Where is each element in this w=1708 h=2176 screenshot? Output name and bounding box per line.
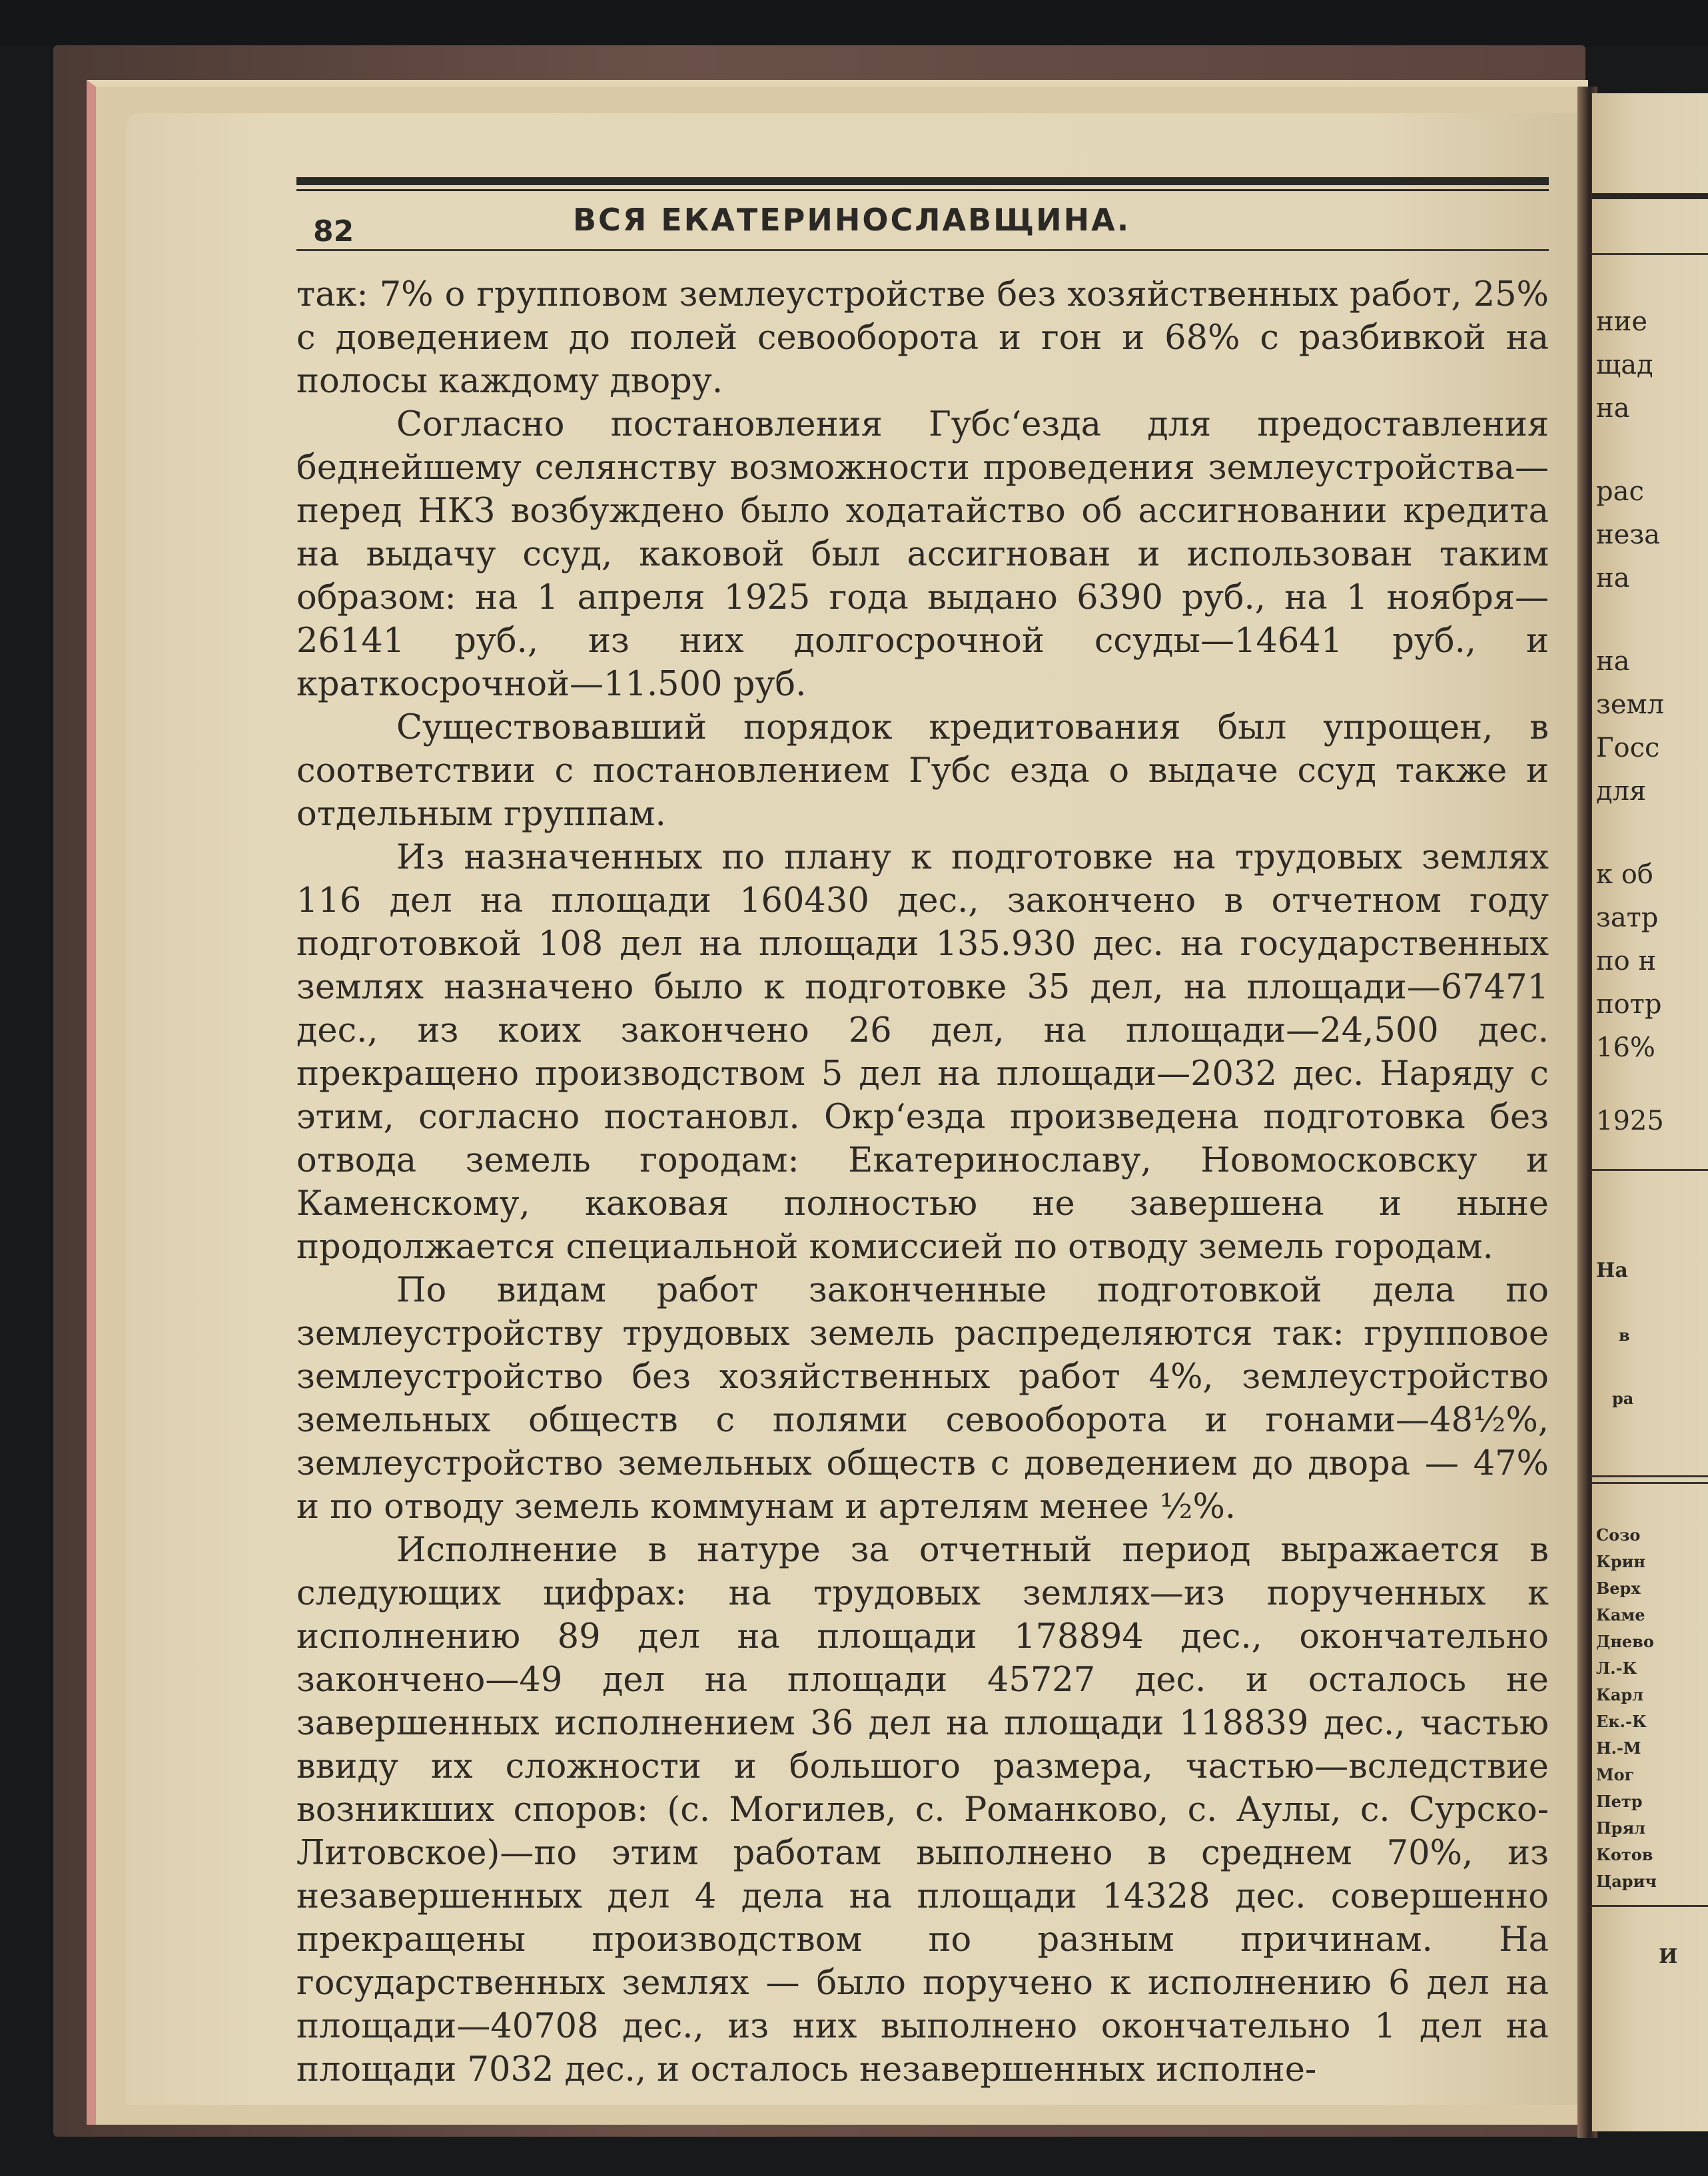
right-fragment: щад <box>1596 350 1653 380</box>
right-fragment: ра <box>1612 1389 1634 1408</box>
page-number: 82 <box>313 214 354 248</box>
right-fragment: 16% <box>1596 1032 1655 1063</box>
right-header-rule <box>1592 193 1708 199</box>
paragraph: Существовавший порядок кредитования был упрощен, в соответствии с постановлением Губс езда о выдаче ссуд также и отдельным группам. <box>296 708 1549 834</box>
paragraph: По видам работ законченные подготовкой дела по землеустройству трудовых земель распределяются так: групповое землеустройство без хозяйственных работ 4%, землеустройство земельных обществ с полями севооборота и гонами—48½%, землеустройство земельных обществ с доведением до двора — 47% и по отводу земель коммунам и артелям менее ½%. <box>296 1271 1549 1527</box>
right-fragment: к об <box>1596 859 1653 890</box>
right-fragment: на <box>1596 563 1630 593</box>
right-fragment: для <box>1596 776 1647 807</box>
running-title: ВСЯ ЕКАТЕРИНОСЛАВЩИНА. <box>573 202 1131 238</box>
right-fragment: Созо <box>1596 1525 1641 1545</box>
paragraph: Из назначенных по плану к подготовке на трудовых землях 116 дел на площади 160430 дес., закончено в отчетном году подготовкой 108 дел на площади 135.930 дес. на государственных землях назначено было к подготовке 35 дел, на площади—67471 дес., из коих закончено 26 дел, на площади—24,500 дес. прекращено производством 5 дел на площади—2032 дес. Наряду с этим, согласно постановл. Окр‘езда произведена подготовка без отвода земель городам: Екатеринославу, Новомосковску и Каменскому, каковая полностью не завершена и ныне продолжается специальной комиссией по отводу земель городам. <box>296 838 1549 1267</box>
right-fragment: затр <box>1596 903 1659 933</box>
right-fragment: в <box>1619 1325 1630 1345</box>
header-rule <box>296 177 1549 185</box>
paragraph: Исполнение в натуре за отчетный период выражается в следующих цифрах: на трудовых землях—из порученных к исполнению 89 дел на площади 178894 дес., окончательно закончено—49 дел на площади 45727 дес. и осталось не завершенных исполнением 36 дел на площади 118839 дес., частью ввиду их сложности и большого размера, частью—вследствие возникших споров: (с. Могилев, с. Романково, с. Аулы, с. Сурско-Литовское)—по этим работам выполнено в среднем 70%, из незавершенных дел 4 дела на площади 14328 дес. совершенно прекращены производством по разным причинам. На государственных землях — было поручено к исполнению 6 дел на площади—40708 дес., из них выполнено окончательно 1 дел на площади 7032 дес., и осталось незавершенных исполне- <box>296 1531 1549 2089</box>
right-rule <box>1592 1905 1708 1907</box>
right-fragment: И <box>1659 1945 1678 1968</box>
right-fragment: Петр <box>1596 1792 1643 1811</box>
right-fragment: на <box>1596 393 1630 424</box>
right-fragment: на <box>1596 646 1630 677</box>
right-page-edge <box>1592 93 1708 2131</box>
header-underline <box>296 249 1549 251</box>
right-fragment: Крин <box>1596 1552 1645 1571</box>
right-rule <box>1592 1169 1708 1171</box>
right-fragment: Мог <box>1596 1765 1635 1784</box>
right-fragment: Днево <box>1596 1632 1654 1651</box>
right-rule <box>1592 1475 1708 1477</box>
right-fragment: Н.-М <box>1596 1738 1641 1758</box>
right-fragment: Котов <box>1596 1845 1653 1864</box>
header-rule-thin <box>296 189 1549 191</box>
right-fragment: неза <box>1596 520 1660 550</box>
right-fragment: Царич <box>1596 1872 1657 1891</box>
paragraph: Согласно постановления Губс‘езда для предоставления беднейшему селянству возможности проведения землеустройства—перед НКЗ возбуждено было ходатайство об ассигновании кредита на выдачу ссуд, каковой был ассигнован и использован таким образом: на 1 апреля 1925 года выдано 6390 руб., на 1 ноября—26141 руб., из них долгосрочной ссуды—14641 руб., и краткосрочной—11.500 руб. <box>296 405 1549 704</box>
right-fragment: потр <box>1596 989 1662 1020</box>
right-fragment: по н <box>1596 946 1657 976</box>
right-fragment: Каме <box>1596 1605 1645 1625</box>
right-fragment: ние <box>1596 306 1647 337</box>
right-fragment: Госс <box>1596 733 1660 763</box>
right-fragment: Верх <box>1596 1579 1641 1598</box>
right-fragment: 1925 <box>1596 1106 1664 1136</box>
right-fragment: Прял <box>1596 1818 1646 1838</box>
right-fragment: земл <box>1596 689 1665 720</box>
right-fragment: Ек.-К <box>1596 1712 1647 1731</box>
right-rule <box>1592 253 1708 255</box>
right-rule <box>1592 1482 1708 1484</box>
scan-background <box>0 0 1708 47</box>
right-fragment: Карл <box>1596 1685 1644 1704</box>
right-fragment: Л.-К <box>1596 1658 1637 1678</box>
right-fragment: рас <box>1596 476 1644 507</box>
right-fragment: На <box>1596 1259 1628 1282</box>
paragraph: так: 7% о групповом землеустройстве без хозяйственных работ, 25% с доведением до полей севооборота и гон и 68% с разбивкой на полосы каждому двору. <box>296 275 1549 401</box>
body-text <box>296 273 1549 2091</box>
